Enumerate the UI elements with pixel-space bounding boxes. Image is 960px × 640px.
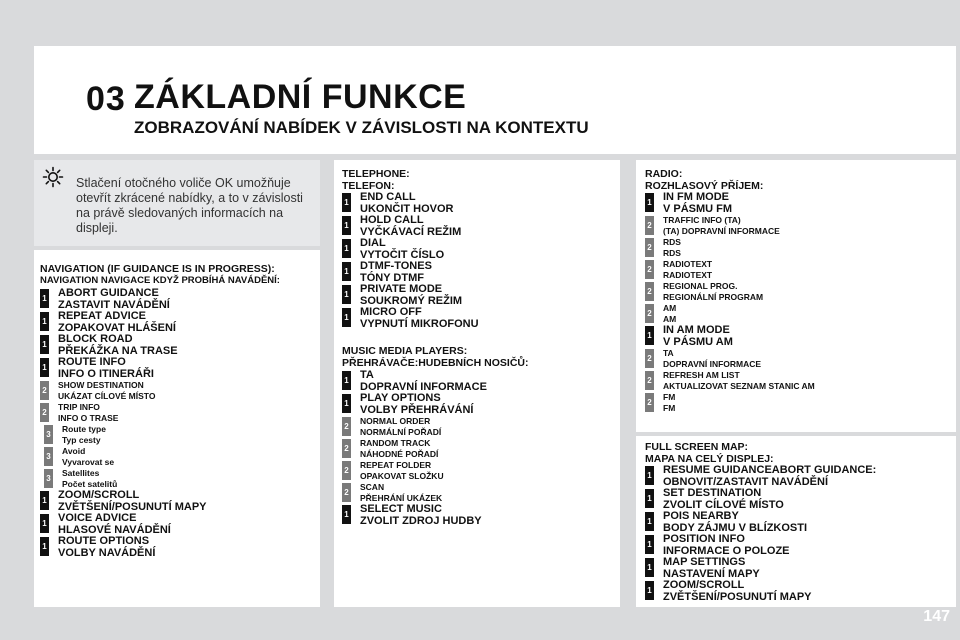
fullmap-menu-item	[645, 511, 953, 534]
level-badge: 1	[342, 371, 351, 390]
menu-item-label	[663, 325, 953, 348]
menu-item-label	[62, 424, 318, 446]
level-badge: 2	[342, 439, 351, 458]
fullmap-menu-item	[645, 465, 953, 488]
navigation-section	[40, 263, 318, 559]
menu-item-label	[58, 334, 318, 357]
telephone-title: TELEPHONE:	[342, 168, 410, 180]
navigation-menu-item	[40, 446, 318, 468]
menu-item-label-cz: DOPRAVNÍ INFORMACE	[663, 359, 762, 369]
menu-item-label	[58, 357, 318, 380]
navigation-menu-item	[40, 288, 318, 311]
menu-item-label	[663, 392, 953, 414]
level-badge: 2	[645, 216, 654, 235]
menu-item-label-en: ZOOM/SCROLL	[58, 489, 140, 501]
radio-menu-item	[645, 348, 953, 370]
menu-item-label	[663, 534, 953, 557]
fullmap-menu-item	[645, 557, 953, 580]
menu-item-label	[663, 259, 953, 281]
radio-menu-item	[645, 370, 953, 392]
menu-item-label-en: ZOOM/SCROLL	[663, 579, 745, 591]
menu-item-label-cz: AM	[663, 314, 677, 324]
menu-item-label-cz: V PÁSMU FM	[663, 202, 733, 215]
music-menu-item	[342, 370, 618, 393]
menu-item-label-cz: OPAKOVAT SLOŽKU	[360, 471, 444, 481]
menu-item-label-en: NORMAL ORDER	[360, 416, 431, 426]
menu-item-label-en: SET DESTINATION	[663, 487, 762, 499]
menu-item-label-cz: SOUKROMÝ REŽIM	[360, 294, 463, 307]
menu-item-label-en: TA	[663, 348, 674, 358]
menu-item-label	[58, 288, 318, 311]
chapter-number: 03	[86, 80, 126, 118]
music-title: MUSIC MEDIA PLAYERS:	[342, 345, 468, 357]
page-subtitle: ZOBRAZOVÁNÍ NABÍDEK V ZÁVISLOSTI NA KONTEXTU	[134, 118, 589, 137]
menu-item-label-cz: AKTUALIZOVAT SEZNAM STANIC AM	[663, 381, 815, 391]
menu-item-label-en: SCAN	[360, 482, 385, 492]
menu-item-label-en: DTMF-TONES	[360, 260, 432, 272]
level-badge: 1	[645, 193, 654, 212]
menu-item-label-cz: PŘEKÁŽKA NA TRASE	[58, 344, 178, 357]
menu-item-label	[62, 446, 318, 468]
level-badge: 1	[342, 308, 351, 327]
info-text: Stlačení otočného voliče OK umožňuje otevřít zkrácené nabídky, a to v závislosti na právě sledovaných informacích na displeji.	[76, 176, 303, 235]
fullmap-section	[645, 441, 953, 603]
level-badge: 1	[342, 262, 351, 281]
telephone-menu-item	[342, 261, 618, 284]
music-menu-item	[342, 482, 618, 504]
level-badge: 1	[342, 193, 351, 212]
level-badge: 2	[342, 417, 351, 436]
menu-item-label-en: REGIONAL PROG.	[663, 281, 738, 291]
menu-item-label	[663, 303, 953, 325]
menu-item-label	[663, 348, 953, 370]
fullmap-menu-item	[645, 488, 953, 511]
radio-section	[645, 168, 953, 414]
level-badge: 2	[645, 349, 654, 368]
menu-item-label-en: BLOCK ROAD	[58, 333, 133, 345]
level-badge: 1	[40, 491, 49, 510]
radio-menu-item	[645, 325, 953, 348]
music-menu-item	[342, 393, 618, 416]
menu-item-label	[62, 468, 318, 490]
menu-item-label	[360, 460, 618, 482]
menu-item-label-cz: VOLBY NAVÁDĚNÍ	[58, 546, 156, 559]
menu-item-label-en: AM	[663, 303, 677, 313]
level-badge: 3	[44, 425, 53, 444]
menu-item-label-cz: UKONČIT HOVOR	[360, 202, 454, 215]
menu-item-label-en: IN AM MODE	[663, 324, 730, 336]
menu-item-label	[663, 511, 953, 534]
menu-item-label-cz: INFO O TRASE	[58, 413, 119, 423]
menu-item-label-cz: BODY ZÁJMU V BLÍZKOSTI	[663, 521, 808, 534]
music-section	[342, 345, 618, 527]
telephone-menu-item	[342, 238, 618, 261]
menu-item-label	[360, 307, 618, 330]
menu-item-label	[58, 490, 318, 513]
level-badge: 1	[40, 514, 49, 533]
menu-item-label	[360, 284, 618, 307]
menu-item-label-en: VOICE ADVICE	[58, 512, 137, 524]
menu-item-label	[360, 215, 618, 238]
level-badge: 2	[342, 483, 351, 502]
page-number: 147	[923, 608, 950, 625]
menu-item-label	[663, 370, 953, 392]
menu-item-label-en: SELECT MUSIC	[360, 503, 442, 515]
menu-item-label	[58, 380, 318, 402]
fullmap-menu-item	[645, 534, 953, 557]
menu-item-label-cz: INFO O ITINERÁŘI	[58, 367, 154, 380]
music-menu-item	[342, 504, 618, 527]
menu-item-label	[58, 536, 318, 559]
radio-list	[645, 192, 953, 414]
radio-menu-item	[645, 259, 953, 281]
level-badge: 1	[645, 512, 654, 531]
menu-item-label	[360, 482, 618, 504]
menu-item-label-en: RDS	[663, 237, 681, 247]
menu-item-label	[663, 488, 953, 511]
page-title: ZÁKLADNÍ FUNKCE	[134, 78, 467, 116]
menu-item-label-cz: ZOPAKOVAT HLÁŠENÍ	[58, 321, 176, 334]
menu-item-label-en: PLAY OPTIONS	[360, 392, 441, 404]
menu-item-label-en: RANDOM TRACK	[360, 438, 431, 448]
level-badge: 1	[645, 535, 654, 554]
radio-menu-item	[645, 281, 953, 303]
menu-item-label	[360, 416, 618, 438]
navigation-menu-item	[40, 357, 318, 380]
level-badge: 1	[40, 312, 49, 331]
music-title-cz: PŘEHRÁVAČE:HUDEBNÍCH NOSIČŮ:	[342, 357, 529, 369]
menu-item-label-cz: HLASOVÉ NAVÁDĚNÍ	[58, 523, 171, 536]
menu-item-label-cz: (TA) DOPRAVNÍ INFORMACE	[663, 226, 780, 236]
menu-item-label-en: Route type	[62, 424, 106, 434]
radio-menu-item	[645, 215, 953, 237]
navigation-menu-item	[40, 311, 318, 334]
menu-item-label-cz: NORMÁLNÍ POŘADÍ	[360, 427, 442, 437]
navigation-list	[40, 288, 318, 559]
radio-title-cz: ROZHLASOVÝ PŘÍJEM:	[645, 180, 764, 192]
fullmap-title: FULL SCREEN MAP:	[645, 441, 749, 453]
radio-menu-item	[645, 237, 953, 259]
telephone-section	[342, 168, 618, 330]
menu-item-label-cz: Typ cesty	[62, 435, 101, 445]
menu-item-label-en: POIS NEARBY	[663, 510, 739, 522]
menu-item-label	[663, 465, 953, 488]
menu-item-label-en: MAP SETTINGS	[663, 556, 746, 568]
music-list	[342, 370, 618, 527]
level-badge: 2	[645, 282, 654, 301]
menu-item-label-cz: NÁHODNÉ POŘADÍ	[360, 449, 439, 459]
menu-item-label-en: POSITION INFO	[663, 533, 745, 545]
menu-item-label-cz: ZVOLIT ZDROJ HUDBY	[360, 514, 482, 527]
menu-item-label	[58, 311, 318, 334]
menu-item-label	[663, 237, 953, 259]
menu-item-label-cz: DOPRAVNÍ INFORMACE	[360, 380, 487, 393]
menu-item-label-cz: V PÁSMU AM	[663, 335, 733, 348]
menu-item-label-cz: Počet satelitů	[62, 479, 118, 489]
menu-item-label-cz: ZVĚTŠENÍ/POSUNUTÍ MAPY	[58, 500, 207, 513]
menu-item-label-cz: VYTOČIT ČÍSLO	[360, 248, 445, 261]
level-badge: 1	[645, 466, 654, 485]
level-badge: 2	[40, 381, 49, 400]
level-badge: 1	[342, 216, 351, 235]
menu-item-label-en: PRIVATE MODE	[360, 283, 443, 295]
telephone-title-cz: TELEFON:	[342, 180, 395, 192]
radio-menu-item	[645, 192, 953, 215]
telephone-menu-item	[342, 192, 618, 215]
level-badge: 1	[645, 489, 654, 508]
menu-item-label-cz: Vyvarovat se	[62, 457, 115, 467]
menu-item-label-cz: VYČKÁVACÍ REŽIM	[360, 225, 462, 238]
menu-item-label	[360, 504, 618, 527]
menu-item-label	[663, 281, 953, 303]
telephone-menu-item	[342, 215, 618, 238]
menu-item-label-en: REFRESH AM LIST	[663, 370, 740, 380]
menu-item-label-cz: NASTAVENÍ MAPY	[663, 567, 760, 580]
level-badge: 1	[40, 537, 49, 556]
telephone-list	[342, 192, 618, 330]
navigation-menu-item	[40, 536, 318, 559]
menu-item-label-cz: VOLBY PŘEHRÁVÁNÍ	[360, 403, 474, 416]
menu-item-label	[360, 370, 618, 393]
menu-item-label-en: TA	[360, 369, 374, 381]
menu-item-label-en: REPEAT ADVICE	[58, 310, 147, 322]
navigation-menu-item	[40, 513, 318, 536]
menu-item-label-en: MICRO OFF	[360, 306, 422, 318]
menu-item-label	[663, 557, 953, 580]
menu-item-label-cz: RDS	[663, 248, 681, 258]
level-badge: 1	[645, 581, 654, 600]
menu-item-label-cz: PŘEHRÁNÍ UKÁZEK	[360, 493, 443, 503]
menu-item-label	[360, 261, 618, 284]
menu-item-label-cz: TÓNY DTMF	[360, 271, 424, 284]
menu-item-label-en: IN FM MODE	[663, 191, 729, 203]
menu-item-label-en: SHOW DESTINATION	[58, 380, 144, 390]
fullmap-list	[645, 465, 953, 603]
menu-item-label	[58, 513, 318, 536]
navigation-menu-item	[40, 490, 318, 513]
telephone-menu-item	[342, 284, 618, 307]
radio-menu-item	[645, 303, 953, 325]
menu-item-label-cz: UKÁZAT CÍLOVÉ MÍSTO	[58, 391, 156, 401]
navigation-menu-item	[40, 380, 318, 402]
menu-item-label-en: ROUTE OPTIONS	[58, 535, 150, 547]
menu-item-label-cz: INFORMACE O POLOZE	[663, 544, 790, 557]
menu-item-label-en: HOLD CALL	[360, 214, 424, 226]
level-badge: 1	[342, 285, 351, 304]
menu-item-label-cz: FM	[663, 403, 676, 413]
level-badge: 1	[645, 558, 654, 577]
menu-item-label-en: ROUTE INFO	[58, 356, 126, 368]
menu-item-label-cz: VYPNUTÍ MIKROFONU	[360, 317, 479, 330]
menu-item-label-en: RADIOTEXT	[663, 259, 713, 269]
navigation-menu-item	[40, 334, 318, 357]
level-badge: 1	[645, 326, 654, 345]
menu-item-label-en: Satellites	[62, 468, 100, 478]
level-badge: 1	[40, 289, 49, 308]
level-badge: 3	[44, 469, 53, 488]
level-badge: 1	[342, 239, 351, 258]
level-badge: 1	[342, 505, 351, 524]
menu-item-label-cz: ZVĚTŠENÍ/POSUNUTÍ MAPY	[663, 590, 812, 603]
menu-item-label-cz: RADIOTEXT	[663, 270, 713, 280]
menu-item-label-cz: OBNOVIT/ZASTAVIT NAVÁDĚNÍ	[663, 475, 828, 488]
level-badge: 1	[40, 358, 49, 377]
menu-item-label-en: END CALL	[360, 191, 416, 203]
level-badge: 2	[342, 461, 351, 480]
menu-item-label	[58, 402, 318, 424]
menu-item-label-en: RESUME GUIDANCEABORT GUIDANCE:	[663, 464, 877, 476]
menu-item-label-en: TRAFFIC INFO (TA)	[663, 215, 741, 225]
navigation-title: NAVIGATION (IF GUIDANCE IS IN PROGRESS):	[40, 263, 275, 275]
level-badge: 2	[645, 371, 654, 390]
music-menu-item	[342, 438, 618, 460]
menu-item-label-en: FM	[663, 392, 676, 402]
radio-title: RADIO:	[645, 168, 683, 180]
level-badge: 2	[645, 238, 654, 257]
menu-item-label-cz: ZASTAVIT NAVÁDĚNÍ	[58, 298, 170, 311]
menu-item-label-en: TRIP INFO	[58, 402, 100, 412]
radio-menu-item	[645, 392, 953, 414]
fullmap-menu-item	[645, 580, 953, 603]
menu-item-label-en: Avoid	[62, 446, 86, 456]
telephone-menu-item	[342, 307, 618, 330]
level-badge: 1	[40, 335, 49, 354]
level-badge: 2	[645, 393, 654, 412]
menu-item-label	[360, 438, 618, 460]
navigation-menu-item	[40, 424, 318, 446]
navigation-title-cz: NAVIGATION NAVIGACE KDYŽ PROBÍHÁ NAVÁDĚNÍ:	[40, 275, 280, 286]
menu-item-label-en: ABORT GUIDANCE	[58, 287, 159, 299]
music-menu-item	[342, 460, 618, 482]
menu-item-label	[663, 215, 953, 237]
music-menu-item	[342, 416, 618, 438]
level-badge: 2	[40, 403, 49, 422]
level-badge: 2	[645, 304, 654, 323]
menu-item-label	[663, 580, 953, 603]
menu-item-label-en: REPEAT FOLDER	[360, 460, 432, 470]
navigation-menu-item	[40, 468, 318, 490]
fullmap-title-cz: MAPA NA CELÝ DISPLEJ:	[645, 453, 774, 465]
level-badge: 3	[44, 447, 53, 466]
level-badge: 2	[645, 260, 654, 279]
sun-icon	[42, 166, 64, 188]
menu-item-label	[360, 238, 618, 261]
menu-item-label	[663, 192, 953, 215]
menu-item-label-en: DIAL	[360, 237, 386, 249]
navigation-menu-item	[40, 402, 318, 424]
menu-item-label	[360, 192, 618, 215]
menu-item-label	[360, 393, 618, 416]
menu-item-label-cz: ZVOLIT CÍLOVÉ MÍSTO	[663, 498, 784, 511]
menu-item-label-cz: REGIONÁLNÍ PROGRAM	[663, 292, 764, 302]
level-badge: 1	[342, 394, 351, 413]
